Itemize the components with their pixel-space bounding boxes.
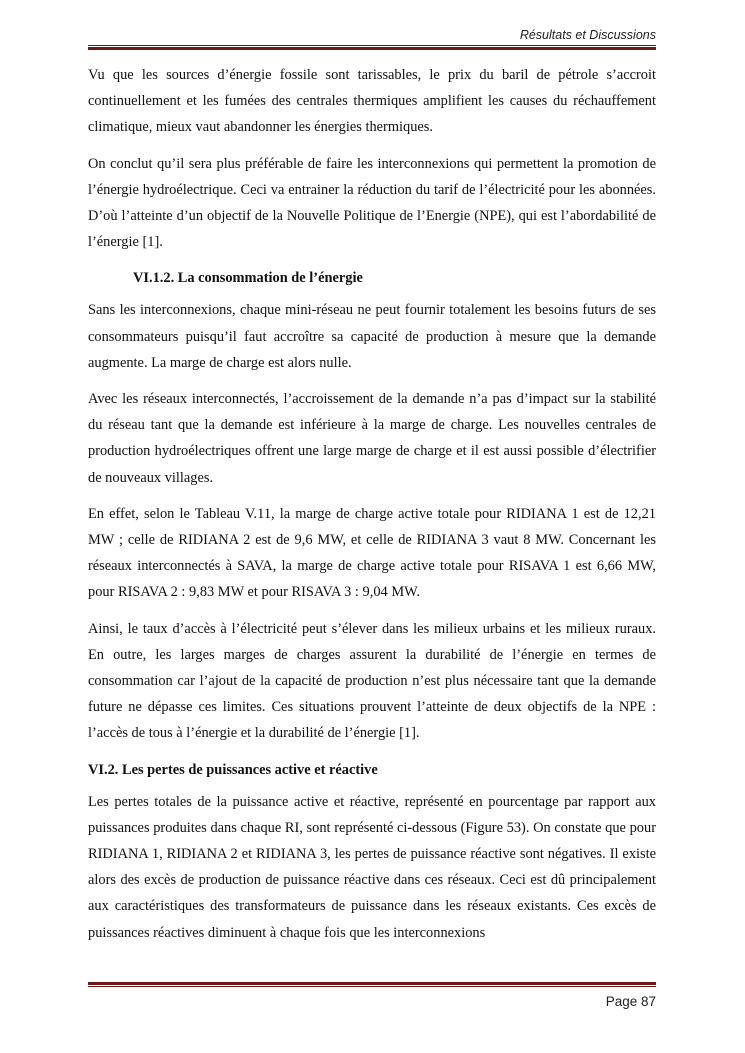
header-rule-thin: [88, 45, 656, 46]
paragraph-interconnected-networks: Avec les réseaux interconnectés, l’accroissement de la demande n’a pas d’impact sur la stabilité du réseau tant que la demande est inférieure à la marge de charge. Les nouvelles centrales de production hydroélectriques offrent une large marge de charge et il est aussi possible d’électrifier de nouveaux villages.: [88, 391, 656, 486]
paragraph-power-losses: Les pertes totales de la puissance active et réactive, représenté en pourcentage par rapport aux puissances produites dans chaque RI, sont représenté ci-dessous (Figure 53). On constate que pour RIDIANA 1, RIDIANA 2 et RIDIANA 3, les pertes de puissance réactive sont négatives. Il existe alors des excès de production de puissance réactive dans ces réseaux. Ceci est dû principalement aux caractéristiques des transformateurs de puissance dans les réseaux existants. Ces excès de puissances réactives diminuent à chaque fois que les interconnexions: [88, 793, 656, 941]
paragraph-conclusion-hydro: On conclut qu’il sera plus préférable de faire les interconnexions qui permettent la promotion de l’énergie hydroélectrique. Ceci va entrainer la réduction du tarif de l’électricité pour les abonnées. D’où l’atteinte d’un objectif de la Nouvelle Politique de l’Energie (NPE), qui est l’abordabilité de l’énergie [1].: [88, 155, 656, 251]
paragraph-access-rate: Ainsi, le taux d’accès à l’électricité peut s’élever dans les milieux urbains et les milieux ruraux. En outre, les larges marges de charges assurent la durabilité de l’énergie en termes de consommation car l’ajout de la capacité de production n’est plus nécessaire tant que la demande future ne dépasse ces limites. Ces situations prouvent l’atteinte de deux objectifs de la NPE : l’accès de tous à l’énergie et la durabilité de l’énergie [1].: [88, 620, 656, 742]
paragraph-without-interconnections: Sans les interconnexions, chaque mini-réseau ne peut fournir totalement les besoins futurs de ses consommateurs puisqu’il faut accroître sa capacité de production à mesure que la demande augmente. La marge de charge est alors nulle.: [88, 302, 656, 371]
footer-rule-thin: [88, 986, 656, 987]
running-header: Résultats et Discussions: [519, 28, 656, 42]
subsection-heading-consumption: VI.1.2. La consommation de l’énergie: [133, 270, 363, 287]
page-body: [88, 62, 656, 956]
footer-rule: [88, 982, 656, 987]
footer-rule-thick: [88, 982, 656, 985]
section-heading-power-losses: VI.2. Les pertes de puissances active et réactive: [88, 761, 378, 778]
paragraph-fossil-energy: Vu que les sources d’énergie fossile sont tarissables, le prix du baril de pétrole s’accroit continuellement et les fumées des centrales thermiques amplifient les causes du réchauffement climatique, mieux vaut abandonner les énergies thermiques.: [88, 67, 656, 136]
header-rule: [88, 45, 656, 50]
paragraph-load-margins: En effet, selon le Tableau V.11, la marge de charge active totale pour RIDIANA 1 est de 12,21 MW ; celle de RIDIANA 2 est de 9,6 MW, et celle de RIDIANA 3 vaut 8 MW. Concernant les réseaux interconnectés à SAVA, la marge de charge active totale pour RISAVA 1 est 6,66 MW, pour RISAVA 2 : 9,83 MW et pour RISAVA 3 : 9,04 MW.: [88, 505, 656, 601]
page-number: Page 87: [605, 994, 656, 1009]
header-rule-thick: [88, 47, 656, 50]
